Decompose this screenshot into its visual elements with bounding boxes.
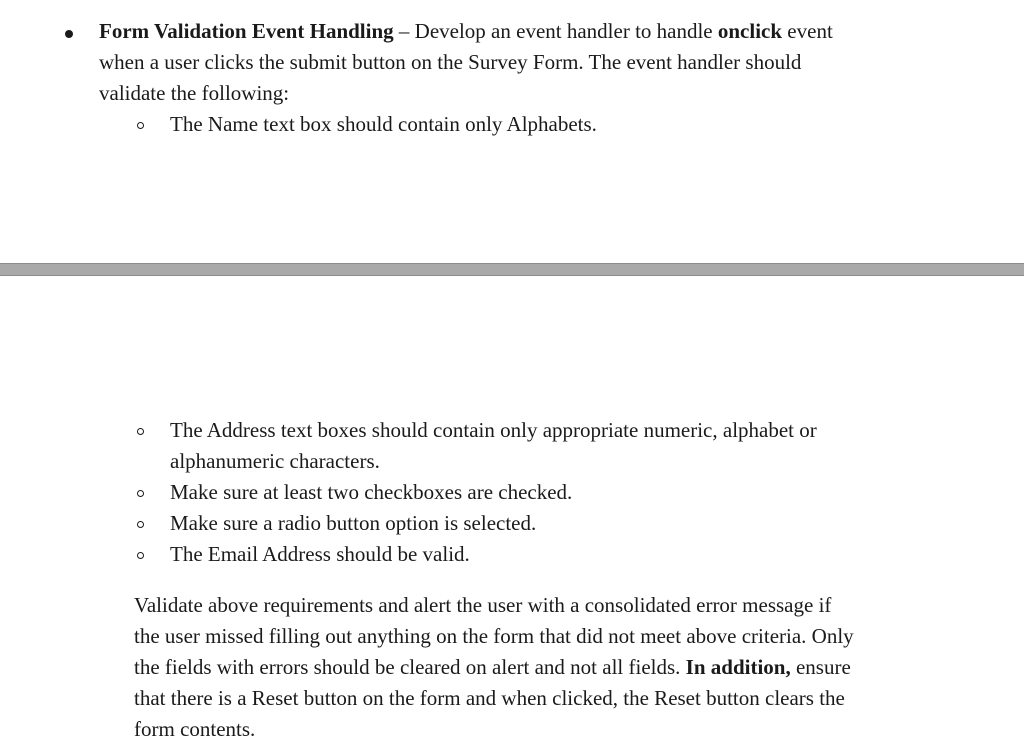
in-addition-emphasis: In addition, [685,655,791,679]
paragraph-line-3 [134,655,851,679]
paragraph-line-3-text: the fields with errors should be cleared on alert and not all fields. [134,655,686,679]
main-bullet-text-end: event [782,19,833,43]
paragraph-line-3-end: ensure [790,655,851,679]
main-bullet-text: Develop an event handler to handle [414,19,718,43]
sub-item-radio-validation: Make sure a radio button option is selected. [170,511,537,535]
sub-bullet-circle-icon [137,122,144,129]
main-bullet-line-1 [99,19,833,43]
sub-bullet-circle-icon [137,490,144,497]
document-page-bottom [0,276,1024,743]
sub-bullet-circle-icon [137,552,144,559]
bullet-dot-icon [65,30,73,38]
page-break-separator [0,263,1024,276]
title-dash: – [393,19,415,43]
main-bullet-title: Form Validation Event Handling [99,19,394,43]
sub-item-address-validation-line-2: alphanumeric characters. [170,449,380,473]
paragraph-line-4: that there is a Reset button on the form and when clicked, the Reset button clears the [134,686,845,710]
sub-bullet-circle-icon [137,428,144,435]
sub-item-checkbox-validation: Make sure at least two checkboxes are checked. [170,480,573,504]
sub-bullet-circle-icon [137,521,144,528]
document-page-top [0,0,1024,263]
sub-item-email-validation: The Email Address should be valid. [170,542,470,566]
paragraph-line-5: form contents. [134,717,256,741]
paragraph-line-1: Validate above requirements and alert the user with a consolidated error message if [134,593,832,617]
main-bullet-line-2: when a user clicks the submit button on the Survey Form. The event handler should [99,50,802,74]
sub-item-address-validation-line-1: The Address text boxes should contain only appropriate numeric, alphabet or [170,418,817,442]
sub-item-name-validation: The Name text box should contain only Alphabets. [170,112,597,136]
paragraph-line-2: the user missed filling out anything on the form that did not meet above criteria. Only [134,624,854,648]
main-bullet-line-3: validate the following: [99,81,290,105]
onclick-keyword: onclick [717,19,783,43]
